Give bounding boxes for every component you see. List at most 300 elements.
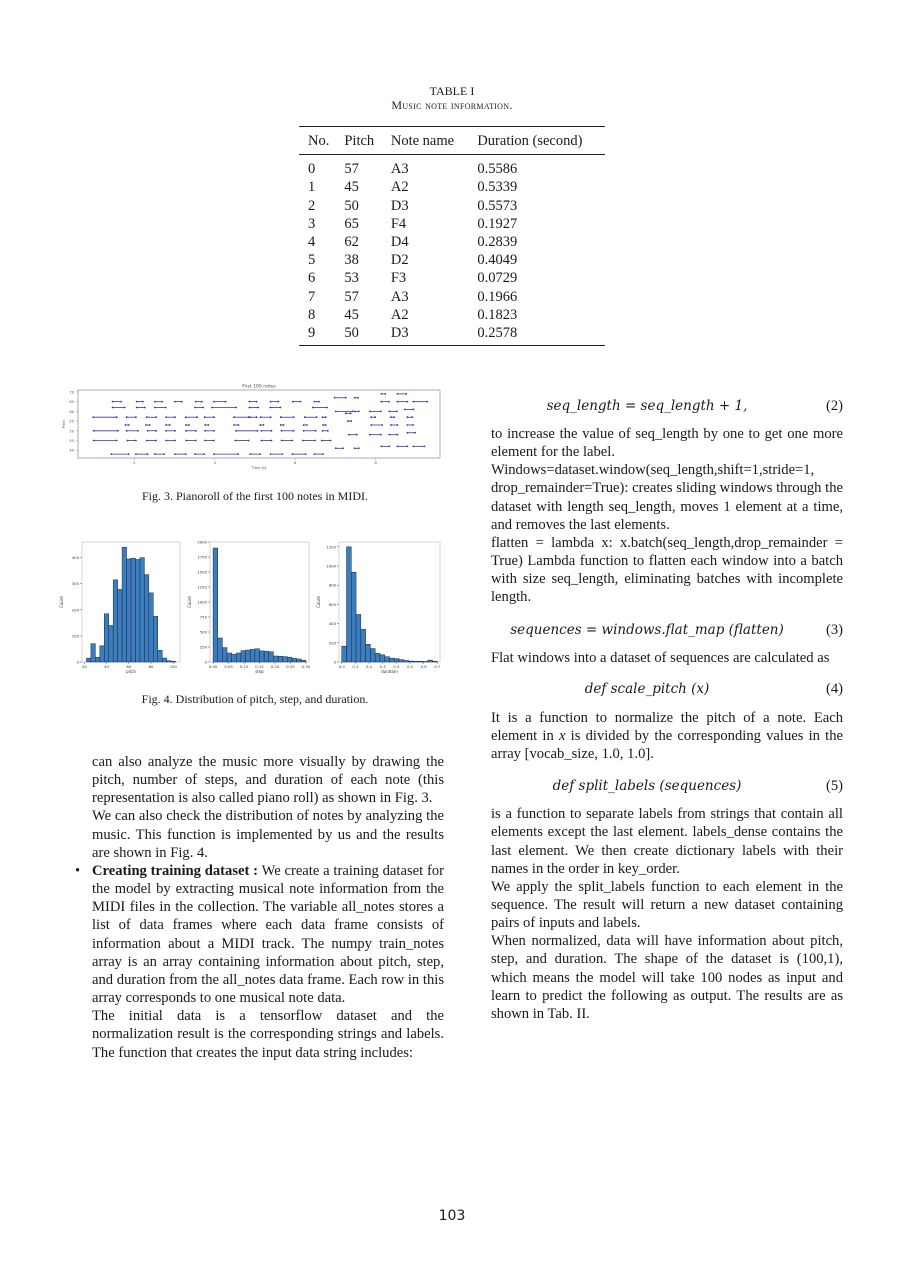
- y-tick-label: 200: [328, 640, 336, 646]
- table-cell: A3: [390, 288, 409, 305]
- note-start-marker: [165, 424, 167, 426]
- note-end-marker: [305, 453, 307, 455]
- x-tick-label: 0.6: [420, 664, 427, 669]
- note-end-marker: [256, 416, 258, 418]
- histogram-bar: [167, 661, 171, 662]
- note-end-marker: [149, 424, 151, 426]
- equation-3-expression: sequences = windows.flat_map (flatten): [510, 621, 784, 638]
- paragraph-pianoroll: can also analyze the music more visually by drawing the pitch, number of steps, and duration of each note (this representation is also called piano roll) as shown in Fig. 3.: [92, 754, 444, 807]
- y-tick-label: 1000: [197, 599, 207, 605]
- note-end-marker: [374, 416, 376, 418]
- histogram-bar: [428, 660, 433, 662]
- x-tick-label: 0.00: [208, 664, 218, 669]
- equation-4: [491, 678, 843, 700]
- paragraph-normalized: When normalized, data will have information about pitch, step, and duration. The shape of the dataset is (100,1), which means the model will take 100 nodes as input and learn to predict the following as output. The results are as shown in Tab. II.: [491, 933, 843, 1022]
- note-end-marker: [213, 416, 215, 418]
- equation-3: [491, 619, 843, 641]
- y-tick-label: 40: [69, 448, 74, 453]
- table-header-cell: Duration (second): [477, 133, 583, 149]
- equation-2-number: (2): [825, 398, 843, 414]
- note-end-marker: [352, 410, 354, 412]
- histogram-bar: [264, 651, 269, 662]
- note-start-marker: [165, 430, 167, 432]
- note-start-marker: [396, 401, 398, 403]
- table-cell: 50: [344, 197, 359, 214]
- histogram-bar: [91, 644, 95, 662]
- note-start-marker: [174, 401, 176, 403]
- histogram-bar: [86, 658, 90, 662]
- histogram-bar: [269, 652, 274, 662]
- page-number: 103: [438, 1208, 466, 1224]
- y-axis-label: Count: [187, 596, 192, 608]
- table-header-row: [299, 127, 605, 155]
- x-tick-label: 0.10: [239, 664, 249, 669]
- note-end-marker: [203, 453, 205, 455]
- note-start-marker: [110, 453, 112, 455]
- note-start-marker: [270, 401, 272, 403]
- histogram-bar: [375, 653, 380, 662]
- note-start-marker: [125, 424, 127, 426]
- note-end-marker: [293, 430, 295, 432]
- histogram-bar: [394, 659, 399, 662]
- note-end-marker: [380, 410, 382, 412]
- table-cell: 57: [344, 161, 359, 178]
- note-start-marker: [348, 434, 350, 436]
- x-tick-label: 0.20: [270, 664, 280, 669]
- note-end-marker: [196, 416, 198, 418]
- note-start-marker: [345, 412, 347, 414]
- note-start-marker: [280, 416, 282, 418]
- note-start-marker: [204, 430, 206, 432]
- note-end-marker: [414, 432, 416, 434]
- y-tick-label: 1250: [197, 584, 207, 590]
- histogram-bar: [404, 661, 409, 662]
- note-start-marker: [388, 410, 390, 412]
- paragraph-initial-data: The initial data is a tensorflow dataset and the normalization result is the corresponding strings and labels. The function that creates the input data string includes:: [92, 1008, 444, 1061]
- table-cell: D3: [390, 197, 409, 214]
- note-start-marker: [369, 434, 371, 436]
- y-tick-label: 300: [71, 581, 79, 587]
- note-end-marker: [263, 424, 265, 426]
- histogram-bar: [390, 658, 395, 662]
- note-start-marker: [347, 420, 349, 422]
- note-end-marker: [195, 440, 197, 442]
- table-cell: 38: [344, 252, 359, 269]
- note-start-marker: [281, 430, 283, 432]
- note-end-marker: [407, 445, 409, 447]
- note-start-marker: [322, 424, 324, 426]
- table-cell: 0.5339: [477, 179, 518, 196]
- note-end-marker: [342, 447, 344, 449]
- histogram-bar: [246, 650, 251, 662]
- note-start-marker: [260, 416, 262, 418]
- table-cell: D3: [390, 325, 409, 342]
- table-row: [299, 155, 605, 179]
- note-start-marker: [370, 416, 372, 418]
- note-start-marker: [322, 416, 324, 418]
- note-start-marker: [321, 440, 323, 442]
- variable-x: x: [558, 727, 566, 744]
- note-start-marker: [261, 430, 263, 432]
- histogram-bar: [273, 656, 278, 662]
- histogram-bar: [418, 661, 423, 662]
- table-cell: F4: [390, 215, 407, 232]
- histogram-bar: [380, 655, 385, 662]
- note-end-marker: [137, 430, 139, 432]
- note-end-marker: [396, 424, 398, 426]
- x-tick-label: 0.05: [224, 664, 233, 669]
- note-end-marker: [281, 453, 283, 455]
- note-start-marker: [370, 424, 372, 426]
- table-row: [299, 269, 605, 287]
- y-tick-label: 600: [328, 601, 336, 607]
- y-tick-label: 1750: [197, 554, 207, 560]
- scale-pitch-text-a: It is a function to normalize the pitch of a note. Each element in: [491, 709, 843, 744]
- note-end-marker: [237, 453, 239, 455]
- table-cell: 0.1927: [477, 215, 518, 232]
- y-tick-label: 45: [69, 439, 74, 444]
- note-end-marker: [257, 407, 259, 409]
- histogram-bar: [399, 660, 404, 662]
- note-start-marker: [213, 453, 215, 455]
- equation-2: [491, 396, 843, 418]
- histogram-bar: [297, 659, 302, 662]
- note-start-marker: [234, 440, 236, 442]
- note-end-marker: [174, 416, 176, 418]
- histogram-bar: [144, 575, 148, 662]
- x-tick-label: 0.5: [406, 664, 413, 669]
- y-axis-label: Count: [316, 596, 321, 608]
- note-end-marker: [358, 410, 360, 412]
- note-end-marker: [271, 430, 273, 432]
- x-tick-label: 0.4: [393, 664, 400, 669]
- table-row: [299, 288, 605, 306]
- note-start-marker: [302, 440, 304, 442]
- table-cell: 0.2839: [477, 234, 518, 251]
- histogram-bar: [250, 649, 255, 662]
- note-end-marker: [393, 416, 395, 418]
- note-start-marker: [281, 440, 283, 442]
- note-start-marker: [354, 410, 356, 412]
- note-start-marker: [145, 424, 147, 426]
- note-start-marker: [147, 430, 149, 432]
- note-start-marker: [136, 407, 138, 409]
- histogram-bar: [283, 657, 288, 662]
- histogram-bar: [162, 658, 166, 662]
- note-start-marker: [204, 416, 206, 418]
- note-end-marker: [248, 416, 250, 418]
- note-end-marker: [426, 401, 428, 403]
- note-start-marker: [92, 416, 94, 418]
- histogram-bar: [409, 661, 414, 662]
- histogram-bar: [109, 625, 113, 662]
- histogram-bar: [104, 614, 108, 662]
- equation-5-expression: def split_labels (sequences): [552, 778, 742, 795]
- note-end-marker: [202, 407, 204, 409]
- table-cell: 9: [308, 325, 316, 342]
- x-tick-label: 6: [294, 461, 297, 465]
- note-end-marker: [381, 424, 383, 426]
- table-row: [299, 178, 605, 196]
- plot-frame: [78, 390, 440, 458]
- y-tick-label: 60: [69, 409, 74, 414]
- scale-pitch-text-b: is divided by the corresponding values in the array [vocab_size, 1.0, 1.0].: [491, 727, 843, 763]
- table-caption: [0, 84, 904, 112]
- note-end-marker: [388, 401, 390, 403]
- y-tick-label: 50: [69, 429, 74, 434]
- bullet-title: Creating training dataset :: [92, 862, 259, 879]
- histogram-bar: [135, 559, 139, 662]
- note-end-marker: [350, 412, 352, 414]
- bullet-training-dataset: [75, 862, 444, 1007]
- note-start-marker: [335, 410, 337, 412]
- table-cell: 8: [308, 306, 316, 323]
- y-tick-label: 1200: [326, 544, 336, 550]
- note-end-marker: [155, 416, 157, 418]
- note-end-marker: [174, 440, 176, 442]
- note-end-marker: [259, 453, 261, 455]
- note-end-marker: [407, 401, 409, 403]
- note-start-marker: [213, 401, 215, 403]
- y-tick-label: 0: [76, 659, 79, 665]
- y-tick-label: 1000: [326, 563, 336, 569]
- bullet-text: We create a training dataset for the model by extracting musical note information from the MIDI files in the collection. The variable all_notes stores a list of data frames where each data frame consists of information about a MIDI track. The numpy train_notes array is an array containing information about pitch, step, and duration from the all_notes data frame. Each row in this array corresponds to one musical note data.: [92, 862, 444, 1007]
- note-start-marker: [195, 401, 197, 403]
- note-end-marker: [238, 424, 240, 426]
- note-end-marker: [423, 445, 425, 447]
- note-end-marker: [161, 401, 163, 403]
- note-start-marker: [248, 407, 250, 409]
- table-cell: A3: [390, 161, 409, 178]
- histogram-bar: [351, 572, 356, 662]
- note-start-marker: [154, 407, 156, 409]
- y-tick-label: 65: [69, 400, 74, 405]
- table-header-cell: No.: [308, 133, 330, 149]
- note-end-marker: [314, 440, 316, 442]
- note-end-marker: [293, 416, 295, 418]
- note-end-marker: [322, 453, 324, 455]
- table-cell: 3: [308, 215, 316, 232]
- note-end-marker: [325, 424, 327, 426]
- table-header-cell: Pitch: [344, 133, 375, 149]
- x-tick-label: 0.15: [255, 664, 264, 669]
- equation-4-expression: def scale_pitch (x): [584, 680, 710, 697]
- note-end-marker: [306, 424, 308, 426]
- histogram-bar: [127, 559, 131, 662]
- x-axis-label: Time [s]: [251, 466, 267, 470]
- note-start-marker: [93, 430, 95, 432]
- note-start-marker: [380, 393, 382, 395]
- note-end-marker: [356, 434, 358, 436]
- note-start-marker: [135, 453, 137, 455]
- table-body: [299, 155, 605, 346]
- note-start-marker: [396, 393, 398, 395]
- histogram-bar: [95, 657, 99, 662]
- note-start-marker: [194, 407, 196, 409]
- note-end-marker: [201, 401, 203, 403]
- note-start-marker: [404, 409, 406, 411]
- table-cell: 50: [344, 325, 359, 342]
- note-end-marker: [256, 430, 258, 432]
- note-end-marker: [350, 420, 352, 422]
- note-start-marker: [369, 410, 371, 412]
- note-end-marker: [330, 440, 332, 442]
- note-end-marker: [318, 401, 320, 403]
- note-end-marker: [120, 401, 122, 403]
- histogram-bar: [385, 657, 390, 662]
- note-start-marker: [354, 397, 356, 399]
- note-start-marker: [249, 453, 251, 455]
- table-cell: 45: [344, 306, 359, 323]
- note-end-marker: [358, 447, 360, 449]
- histogram-bar: [356, 614, 361, 662]
- histogram-bar: [260, 651, 265, 662]
- note-end-marker: [163, 453, 165, 455]
- equation-2-expression: seq_length = seq_length + 1,: [546, 398, 748, 414]
- paragraph-distribution: We can also check the distribution of notes by analyzing the music. This function is implemented by us and the results are shown in Fig. 4.: [92, 808, 444, 861]
- y-tick-label: 100: [71, 633, 79, 639]
- histogram-step: [187, 540, 311, 675]
- note-start-marker: [146, 416, 148, 418]
- histogram-bar: [361, 629, 366, 662]
- note-end-marker: [316, 416, 318, 418]
- paragraph-scale-pitch: [491, 709, 843, 763]
- note-start-marker: [314, 401, 316, 403]
- x-tick-label: 60: [126, 664, 132, 669]
- table-cell: 0.0729: [477, 270, 518, 287]
- note-end-marker: [345, 397, 347, 399]
- table-cell: A2: [390, 306, 409, 323]
- note-end-marker: [213, 440, 215, 442]
- histogram-bar: [122, 547, 126, 662]
- note-end-marker: [128, 424, 130, 426]
- table-cell: 2: [308, 197, 316, 214]
- note-start-marker: [407, 416, 409, 418]
- histogram-bar: [292, 658, 297, 662]
- note-start-marker: [388, 434, 390, 436]
- x-tick-label: 4: [213, 461, 216, 465]
- histogram-bar: [370, 649, 375, 662]
- x-tick-label: 20: [81, 664, 87, 669]
- table-header-cell: Note name: [390, 133, 455, 149]
- table-row: [299, 251, 605, 269]
- histogram-bar: [213, 548, 218, 662]
- y-tick-label: 0: [333, 659, 336, 665]
- table-cell: 0.4049: [477, 252, 518, 269]
- paragraph-flatten: flatten = lambda x: x.batch(seq_length,drop_remainder = True) Lambda function to flatten each window into a batch with size seq_length, eliminating batches with incomplete length.: [491, 534, 843, 606]
- x-tick-label: 0.25: [286, 664, 295, 669]
- note-end-marker: [326, 407, 328, 409]
- histogram-bar: [153, 616, 157, 662]
- x-axis-label: pitch: [126, 669, 136, 674]
- note-end-marker: [271, 440, 273, 442]
- equation-3-number: (3): [825, 621, 843, 638]
- histogram-bar: [158, 650, 162, 662]
- paragraph-seq-length: to increase the value of seq_length by one to get one more element for the label.: [491, 426, 843, 461]
- note-end-marker: [248, 440, 250, 442]
- fig4-caption: Fig. 4. Distribution of pitch, step, and duration.: [141, 692, 369, 706]
- table-cell: 57: [344, 288, 359, 305]
- y-tick-label: 55: [69, 419, 74, 424]
- note-end-marker: [165, 407, 167, 409]
- distribution-figure: [56, 536, 448, 684]
- note-start-marker: [154, 401, 156, 403]
- note-start-marker: [204, 424, 206, 426]
- histogram-bar: [218, 638, 223, 662]
- note-start-marker: [312, 407, 314, 409]
- table-cell: 1: [308, 179, 316, 196]
- equation-5-number: (5): [825, 778, 843, 795]
- note-start-marker: [270, 453, 272, 455]
- note-end-marker: [412, 424, 414, 426]
- histogram-bar: [413, 661, 418, 662]
- histogram-bar: [241, 651, 246, 662]
- x-tick-label: 2: [133, 461, 136, 465]
- note-end-marker: [124, 407, 126, 409]
- note-end-marker: [270, 416, 272, 418]
- equation-4-number: (4): [825, 680, 843, 697]
- x-tick-label: 0.3: [379, 664, 386, 669]
- note-start-marker: [390, 416, 392, 418]
- table-cell: A2: [390, 179, 409, 196]
- y-tick-label: 400: [328, 621, 336, 627]
- table-cell: F3: [390, 270, 407, 287]
- note-end-marker: [181, 401, 183, 403]
- note-end-marker: [207, 424, 209, 426]
- note-end-marker: [147, 453, 149, 455]
- note-start-marker: [146, 440, 148, 442]
- note-start-marker: [165, 416, 167, 418]
- histogram-bar: [301, 660, 306, 662]
- histogram-bar: [227, 653, 232, 662]
- histogram-bar: [278, 656, 283, 662]
- note-end-marker: [235, 407, 237, 409]
- note-start-marker: [174, 453, 176, 455]
- chart-title: First 100 notes: [242, 384, 276, 390]
- note-end-marker: [357, 397, 359, 399]
- note-start-marker: [322, 430, 324, 432]
- table-cell: 0.2578: [477, 325, 518, 342]
- histogram-bar: [366, 644, 371, 662]
- note-start-marker: [233, 416, 235, 418]
- note-end-marker: [380, 434, 382, 436]
- right-column: [491, 425, 843, 1023]
- note-start-marker: [233, 424, 235, 426]
- note-start-marker: [335, 447, 337, 449]
- note-end-marker: [135, 440, 137, 442]
- left-column: [75, 753, 444, 1062]
- note-start-marker: [304, 416, 306, 418]
- table-row: [299, 324, 605, 346]
- histogram-bar: [222, 648, 227, 662]
- note-end-marker: [117, 430, 119, 432]
- table-cell: 0.1966: [477, 288, 518, 305]
- table-cell: 7: [308, 288, 316, 305]
- note-start-marker: [303, 424, 305, 426]
- paragraph-apply-split: We apply the split_labels function to each element in the sequence. The result will return a new dataset containing pairs of inputs and labels.: [491, 878, 843, 932]
- y-tick-label: 0: [204, 659, 207, 665]
- note-end-marker: [185, 453, 187, 455]
- note-start-marker: [126, 416, 128, 418]
- note-start-marker: [126, 430, 128, 432]
- plot-frame: [210, 542, 309, 662]
- table-cell: 5: [308, 252, 316, 269]
- histogram-bar: [149, 593, 153, 662]
- table-cell: 62: [344, 234, 359, 251]
- note-end-marker: [283, 424, 285, 426]
- paragraph-flat-windows: Flat windows into a dataset of sequences are calculated as: [491, 649, 830, 666]
- x-tick-label: 0.7: [434, 664, 441, 669]
